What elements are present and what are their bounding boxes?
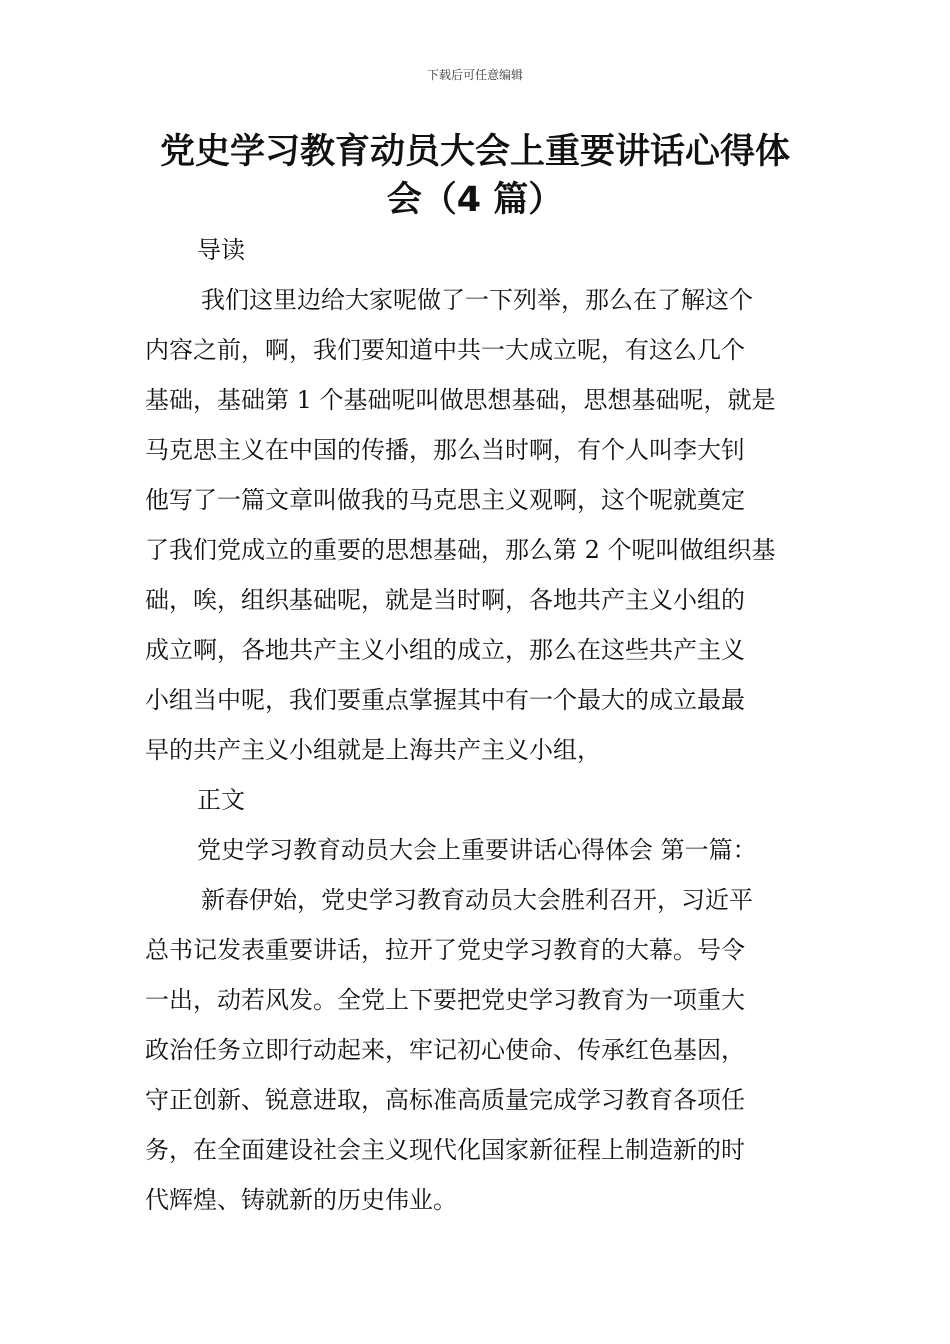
body-line: 代辉煌、铸就新的历史伟业。 (145, 1186, 457, 1214)
document-title (140, 128, 810, 224)
intro-line: 马克思主义在中国的传播，那么当时啊，有个人叫李大钊 (145, 436, 745, 464)
intro-line: 内容之前，啊，我们要知道中共一大成立呢，有这么几个 (145, 336, 745, 364)
intro-line: 他写了一篇文章叫做我的马克思主义观啊，这个呢就奠定 (145, 486, 745, 514)
intro-line: 础，唉，组织基础呢，就是当时啊，各地共产主义小组的 (145, 586, 745, 614)
intro-line: 小组当中呢，我们要重点掌握其中有一个最大的成立最最 (145, 686, 745, 714)
intro-line: 成立啊，各地共产主义小组的成立，那么在这些共产主义 (145, 636, 745, 664)
body-line: 守正创新、锐意进取，高标准高质量完成学习教育各项任 (145, 1086, 745, 1114)
body-line: 政治任务立即行动起来，牢记初心使命、传承红色基因， (145, 1036, 745, 1064)
body-paragraph (145, 875, 805, 1225)
intro-paragraph (145, 275, 805, 775)
document-body (145, 225, 805, 1225)
intro-line: 我们这里边给大家呢做了一下列举，那么在了解这个 (201, 286, 753, 314)
main-label: 正文 (197, 786, 245, 814)
header-note: 下载后可任意编辑 (426, 68, 523, 82)
title-line: 党史学习教育动员大会上重要讲话心得体 (159, 132, 790, 172)
intro-label: 导读 (197, 236, 245, 264)
body-line: 总书记发表重要讲话，拉开了党史学习教育的大幕。号令 (145, 936, 745, 964)
title-line: 会（4 篇） (386, 180, 564, 220)
intro-line: 了我们党成立的重要的思想基础，那么第 2 个呢叫做组织基 (145, 536, 776, 564)
body-line: 一出，动若风发。全党上下要把党史学习教育为一项重大 (145, 986, 745, 1014)
body-line: 务，在全面建设社会主义现代化国家新征程上制造新的时 (145, 1136, 745, 1164)
section-heading: 党史学习教育动员大会上重要讲话心得体会 第一篇： (197, 836, 757, 864)
intro-line: 基础，基础第 1 个基础呢叫做思想基础，思想基础呢，就是 (145, 386, 776, 414)
body-line: 新春伊始，党史学习教育动员大会胜利召开，习近平 (201, 886, 753, 914)
intro-line: 早的共产主义小组就是上海共产主义小组， (145, 736, 601, 764)
